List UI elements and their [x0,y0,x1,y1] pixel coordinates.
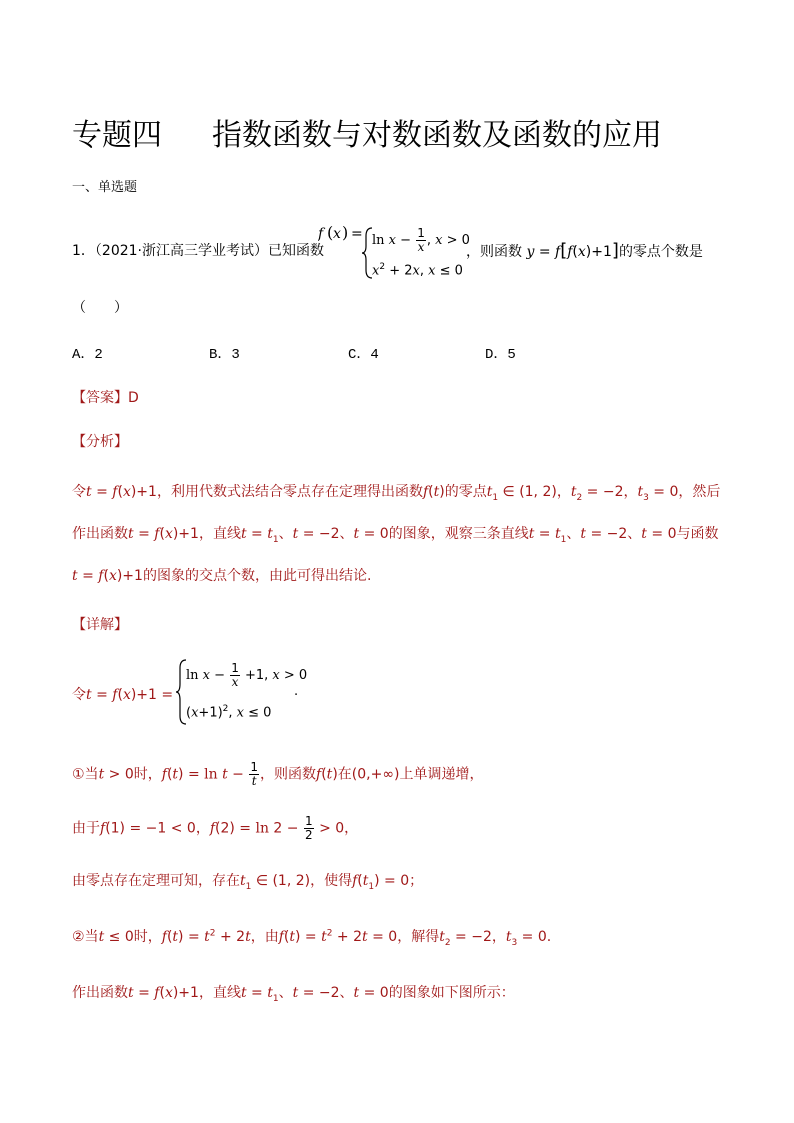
svg-text:x: x [333,226,341,242]
detail-case-1: ln x − $\frac{1}{x}$ +1, x > 0 [186,661,308,689]
page-title [72,110,662,154]
analysis-line-2: 作出函数t = f(x)+1，直线$t = t_1$、t = −2、t = 0的图象，观察三条直线$t = t_1$、t = −2、t = 0与函数 [72,526,719,545]
question-1-suffix: ，则函数 y = f[f(x)+1]的零点个数是 [466,240,703,261]
option-c[interactable]: C．4 [348,347,379,363]
answer-value: D [128,390,139,406]
detail-line-5: 作出函数t = f(x)+1，直线$t = t_1$、t = −2、t = 0的图象如下图所示： [72,985,515,1004]
svg-text:(: ( [327,226,334,242]
analysis-line-1: 令t = f(x)+1，利用代数式法结合零点存在定理得出函数f(t)的零点$t_1$ ∈ (1, 2)，$t_2 = -2$，$t_3 = 0$，然后 [72,484,721,503]
option-b[interactable]: B．3 [209,347,240,363]
option-d[interactable]: D．5 [485,347,516,363]
question-1-paren: （ ） [72,300,128,316]
analysis-line-3: t = f(x)+1的图象的交点个数，由此可得出结论. [72,568,372,584]
detail-line-4: ②当t ≤ 0时，$f(t) = t^2 + 2t$，由$f(t) = t^2 + 2t = 0$，解得$t_2 = -2$，$t_3 = 0$. [72,928,552,948]
detail-line-3: 由零点存在定理可知，存在$t_1$ ∈ (1, 2)，使得$f(t_1) = 0$； [72,873,424,892]
piecewise-case-2: $x^2 + 2x$, x ≤ 0 [372,262,463,279]
detail-let: 令t = f(x)+1 = [72,687,174,703]
detail-label: 【详解】 [72,617,128,633]
svg-text:f: f [318,226,324,242]
svg-text:): ) [342,226,349,242]
section-heading: 一、单选题 [72,180,138,195]
detail-case-2: $(x+1)^2$, x ≤ 0 [186,704,272,721]
detail-line-1: ①当t > 0时，f(t) = ln t − $\frac{1}{t}$ ，则函数f(t)在(0,+∞)上单调递增， [72,760,484,788]
detail-period: . [294,684,299,699]
question-1-prefix: 1．（2021·浙江高三学业考试）已知函数 [72,243,324,259]
analysis-label: 【分析】 [72,434,128,450]
piecewise-case-1: ln x − $\frac{1}{x}$ , x > 0 [372,226,470,254]
answer-label: 【答案】 [72,390,128,406]
option-a[interactable]: A．2 [72,347,103,363]
detail-line-2: 由于f(1) = −1 < 0，f(2) = ln 2 − $\frac{1}{2}$ > 0， [72,814,359,842]
answer-line [72,387,139,407]
title-topic: 专题四 [72,118,162,153]
svg-text:=: = [351,226,363,242]
title-main: 指数函数与对数函数及函数的应用 [212,118,662,153]
